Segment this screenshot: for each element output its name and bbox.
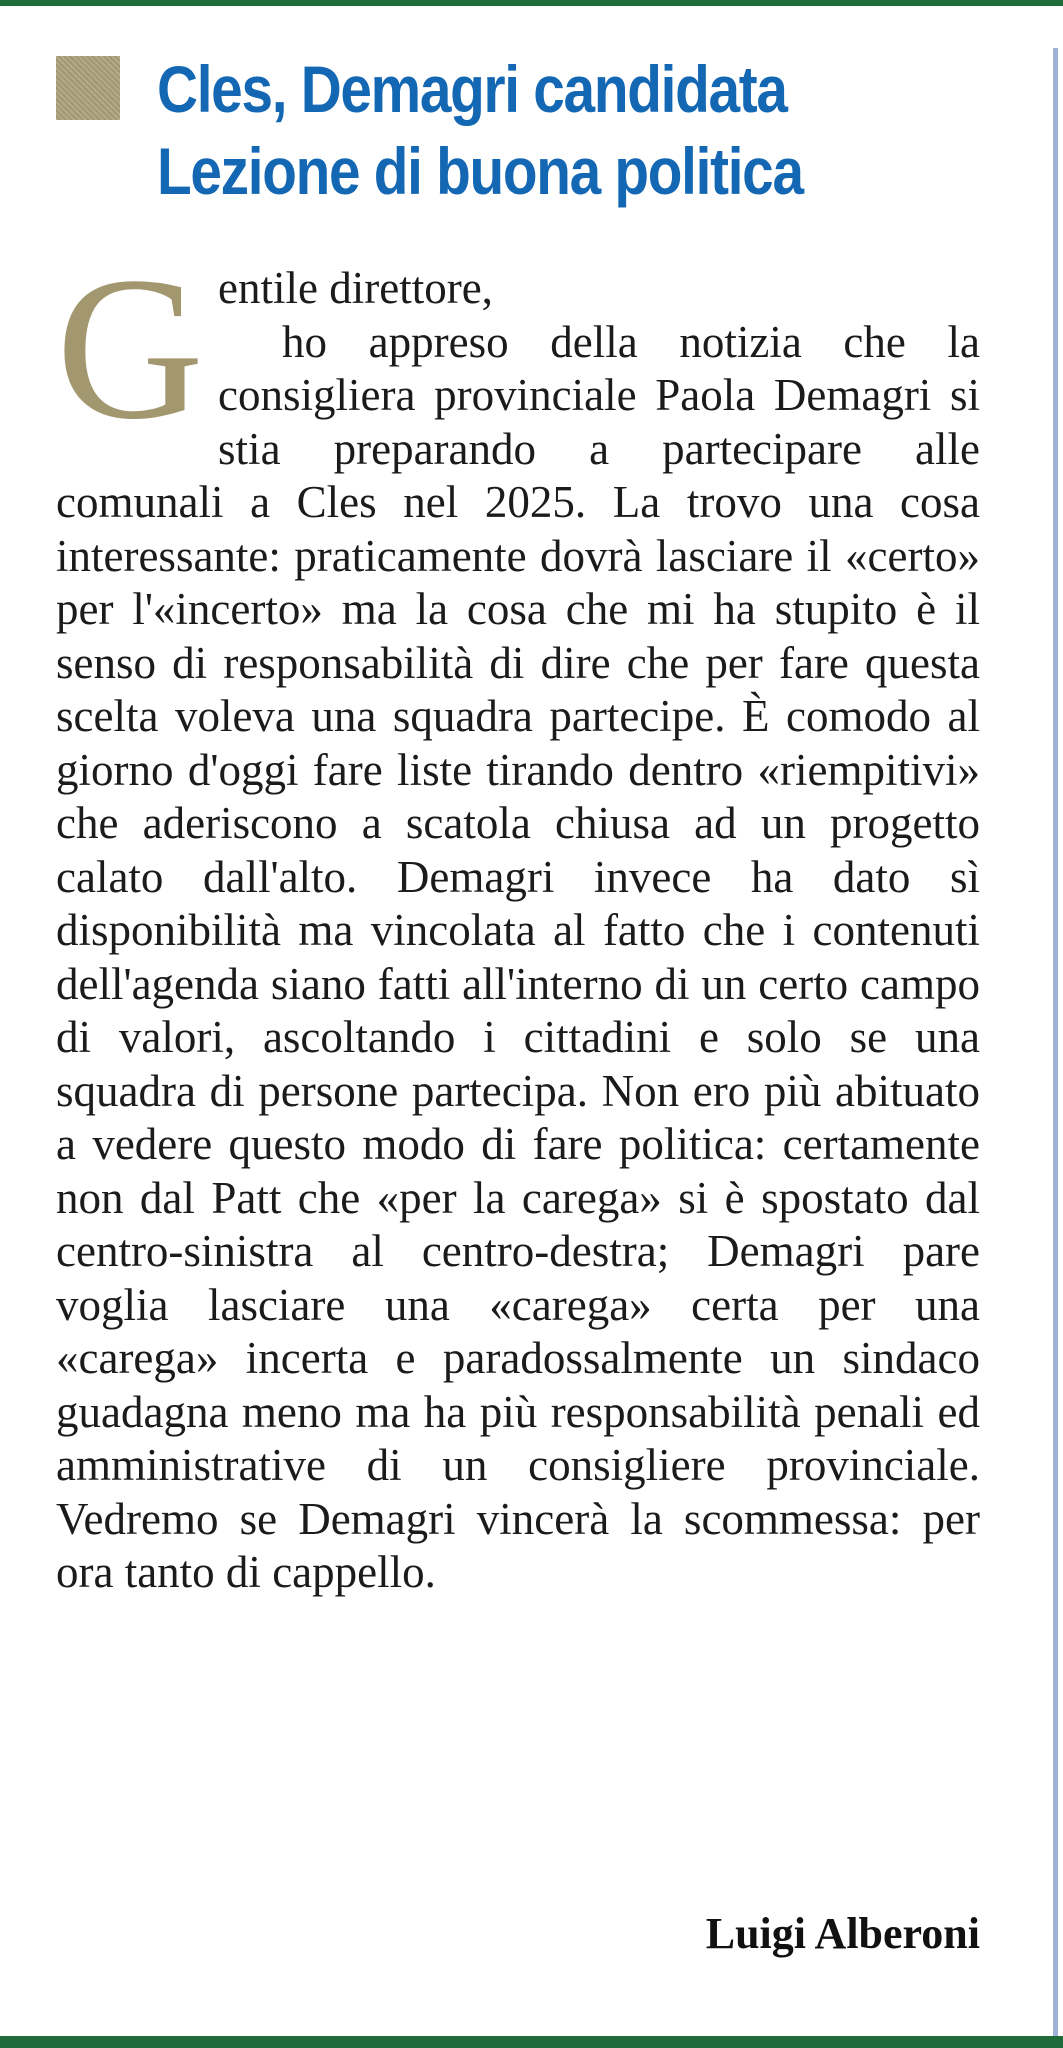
letter-body [56,235,980,1600]
signature: Luigi Alberoni [705,1909,980,1958]
headline-square-marker [56,56,120,120]
headline-line-2: Lezione di buona politica [157,134,803,208]
drop-cap: G [56,235,205,462]
top-green-rule [0,0,1063,6]
side-blue-rule [1053,48,1058,2038]
headline [157,48,914,212]
letter-text: ho appreso della notizia che la consigliera provinciale Paola Demagri si stia preparando a partecipare alle comunali a Cles nel 2025. La trovo una cosa interessante: praticamente dovrà lasciare il «certo» per l'«incerto» ma la cosa che mi ha stupito è il senso di responsabilità di dire che per fare questa scelta voleva una squadra partecipe. È comodo al giorno d'oggi fare liste tirando dentro «riempitivi» che aderiscono a scatola chiusa ad un progetto calato dall'alto. Demagri invece ha dato sì disponibilità ma vincolata al fatto che i contenuti dell'agenda siano fatti all'interno di un certo campo di valori, ascoltando i cittadini e solo se una squadra di persone partecipa. Non ero più abituato a vedere questo modo di fare politica: certamente non dal Patt che «per la carega» si è spostato dal centro-sinistra al centro-destra; Demagri pare voglia lasciare una «carega» certa per una «carega» incerta e paradossalmente un sindaco guadagna meno ma ha più responsabilità penali ed amministrative di un consigliere provinciale. Vedremo se Demagri vincerà la scommessa: per ora tanto di cappello. [56,316,980,1597]
bottom-green-rule [0,2036,1063,2048]
salutation: entile direttore, [218,263,493,313]
headline-line-1: Cles, Demagri candidata [157,52,787,126]
